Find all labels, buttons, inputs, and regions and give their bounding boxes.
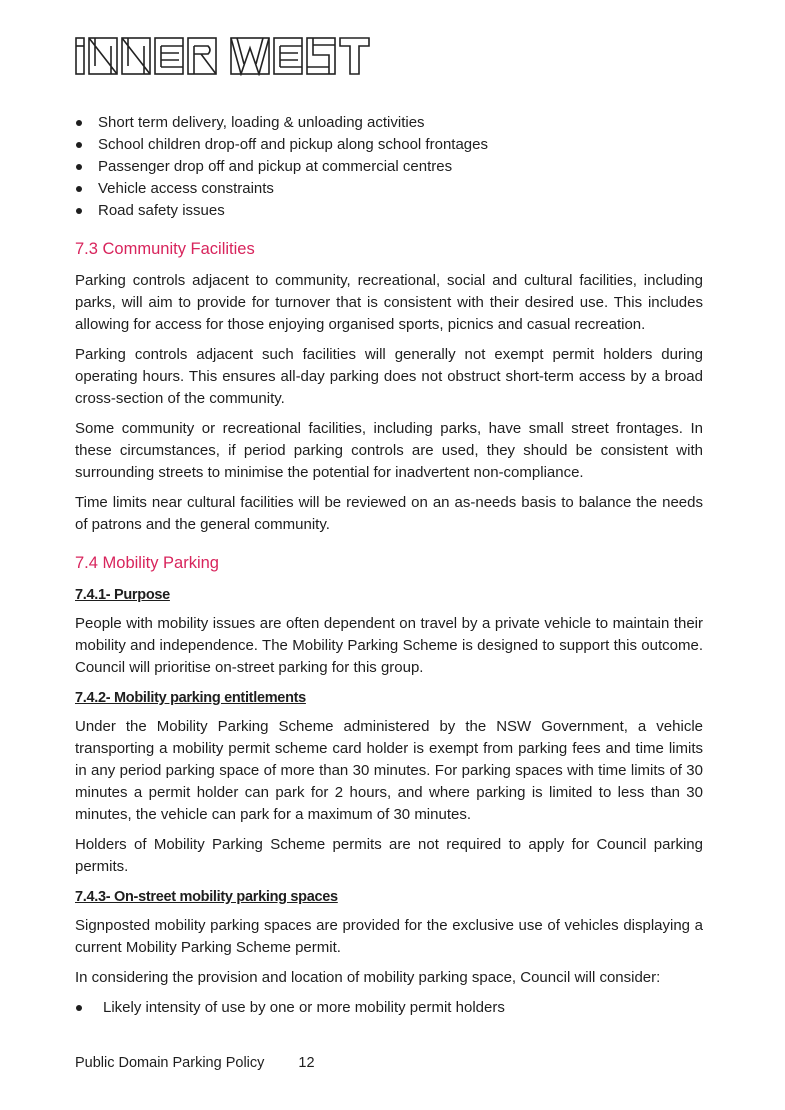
paragraph: Time limits near cultural facilities will be reviewed on an as-needs basis to balance the needs of patrons and the general community. bbox=[75, 494, 703, 533]
subsection-heading-7-4-3: 7.4.3- On-street mobility parking spaces bbox=[75, 889, 338, 905]
page-footer bbox=[75, 1052, 315, 1074]
subsection-heading-7-4-2: 7.4.2- Mobility parking entitlements bbox=[75, 690, 306, 706]
section-heading-7-4: 7.4 Mobility Parking bbox=[75, 554, 219, 572]
paragraph: Some community or recreational facilities, including parks, have small street frontages. In these circumstances, if period parking controls are used, they should be consistent with surrounding streets to minimise the potential for inadvertent non-compliance. bbox=[75, 420, 703, 481]
paragraph: In considering the provision and location of mobility parking space, Council will consider: bbox=[75, 969, 661, 986]
paragraph: Parking controls adjacent to community, recreational, social and cultural facilities, including parks, will aim to provide for turnover that is consistent with their desired use. This includes allowing for access for those enjoying organised sports, picnics and casual recreation. bbox=[75, 272, 703, 333]
intro-bullet-list bbox=[75, 112, 703, 222]
paragraph: Parking controls adjacent such facilities will generally not exempt permit holders during operating hours. This ensures all-day parking does not obstruct short-term access by a broad cross-section of the community. bbox=[75, 346, 703, 407]
list-item: School children drop-off and pickup along school frontages bbox=[75, 134, 703, 156]
paragraph: Signposted mobility parking spaces are provided for the exclusive use of vehicles displaying a current Mobility Parking Scheme permit. bbox=[75, 917, 703, 956]
subsection-heading-7-4-1: 7.4.1- Purpose bbox=[75, 587, 170, 603]
list-item: Road safety issues bbox=[75, 200, 703, 222]
footer-title: Public Domain Parking Policy bbox=[75, 1055, 265, 1071]
list-item: Likely intensity of use by one or more mobility permit holders bbox=[75, 997, 703, 1019]
list-item: Passenger drop off and pickup at commercial centres bbox=[75, 156, 703, 178]
paragraph: Under the Mobility Parking Scheme administered by the NSW Government, a vehicle transporting a mobility permit scheme card holder is exempt from parking fees and time limits in any period parking space of more than 30 minutes. For parking spaces with time limits of 30 minutes a permit holder can park for 2 hours, and where parking is limited to less than 30 minutes, the vehicle can park for a maximum of 30 minutes. bbox=[75, 718, 703, 823]
list-item: Short term delivery, loading & unloading activities bbox=[75, 112, 703, 134]
consideration-bullet-list bbox=[75, 997, 703, 1019]
inner-west-logo bbox=[75, 36, 370, 76]
page-number: 12 bbox=[298, 1055, 315, 1071]
document-body bbox=[75, 112, 703, 1019]
paragraph: Holders of Mobility Parking Scheme permits are not required to apply for Council parking permits. bbox=[75, 836, 703, 875]
paragraph: People with mobility issues are often dependent on travel by a private vehicle to maintain their mobility and independence. The Mobility Parking Scheme is designed to support this outcome. Council will prioritise on-street parking for this group. bbox=[75, 615, 703, 676]
list-item: Vehicle access constraints bbox=[75, 178, 703, 200]
section-heading-7-3: 7.3 Community Facilities bbox=[75, 240, 255, 258]
